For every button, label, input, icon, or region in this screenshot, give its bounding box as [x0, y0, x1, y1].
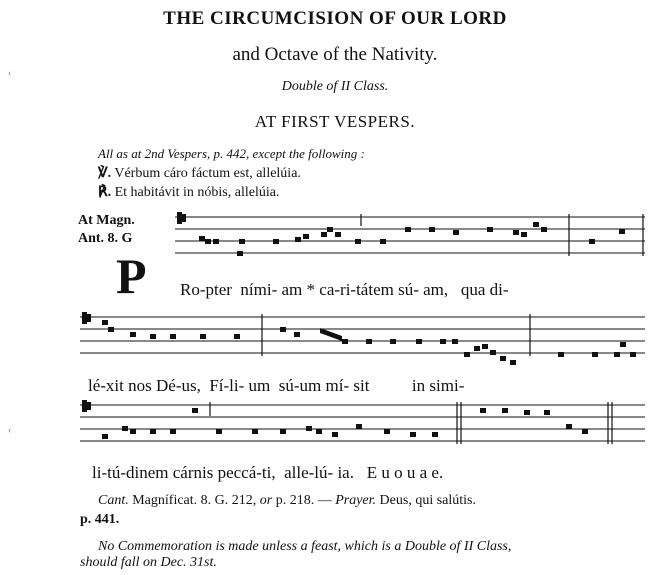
- cant-text: Magníficat. 8. G. 212,: [128, 493, 260, 508]
- margin-mark: ‹: [8, 68, 12, 79]
- cant-label: Cant.: [98, 493, 129, 508]
- office-subtitle: and Octave of the Nativity.: [232, 44, 438, 65]
- response-text: Et habitávit in nóbis, allelúia.: [114, 185, 280, 200]
- c-clef-icon: [177, 212, 186, 224]
- chant-staff-2: [80, 312, 645, 362]
- staff-lines: [175, 217, 645, 253]
- or-text: or: [259, 493, 273, 508]
- section-heading: AT FIRST VESPERS.: [254, 112, 416, 131]
- prayer-text: Deus, qui salútis.: [376, 493, 476, 508]
- commemoration-note-2: should fall on Dec. 31st.: [80, 555, 217, 570]
- response: [98, 184, 279, 201]
- versicle-text: Vérbum cáro fáctum est, allelúia.: [114, 166, 301, 181]
- staff-lines: [80, 317, 645, 353]
- antiphon-label-line1: At Magn.: [78, 213, 135, 228]
- chant-staff-3: [80, 400, 645, 450]
- drop-cap: P: [116, 248, 147, 304]
- commemoration-note-1: No Commemoration is made unless a feast, which is a Double of II Class,: [98, 539, 512, 554]
- office-title: THE CIRCUMCISION OF OUR LORD: [163, 8, 507, 29]
- cant-page: p. 218. —: [272, 493, 336, 508]
- rank-label: Double of II Class.: [281, 79, 389, 94]
- neumes: [102, 408, 588, 439]
- rubric-note: All as at 2nd Vespers, p. 442, except the following :: [98, 146, 365, 161]
- c-clef-icon: [82, 312, 91, 324]
- lyrics-line-3: li-tú-dinem cárnis peccá-ti, alle-lú- ia. E u o u a e.: [92, 463, 444, 482]
- prayer-label: Prayer.: [335, 493, 377, 508]
- bar-lines: [210, 402, 612, 444]
- neumes: [199, 222, 625, 256]
- lyrics-line-2: lé-xit nos Dé-us, Fí-li- um sú-um mí- sit in simi-: [88, 376, 465, 395]
- response-symbol: ℟.: [98, 185, 112, 200]
- antiphon-label: [78, 212, 135, 248]
- bar-lines: [361, 214, 643, 256]
- antiphon-label-line2: Ant. 8. G: [78, 231, 133, 246]
- c-clef-icon: [82, 400, 91, 412]
- chant-staff-1: [175, 212, 645, 262]
- lyrics-line-1: Ro-pter ními- am * ca-ri-tátem sú- am, qua di-: [180, 280, 509, 299]
- bar-lines: [262, 314, 530, 356]
- canticle-line: [98, 493, 476, 509]
- versicle: [98, 165, 301, 182]
- staff-lines: [80, 405, 645, 441]
- versicle-symbol: ℣.: [98, 166, 112, 181]
- margin-mark: ‹: [8, 425, 12, 436]
- prayer-page: p. 441.: [80, 512, 120, 527]
- neumes: [102, 320, 636, 365]
